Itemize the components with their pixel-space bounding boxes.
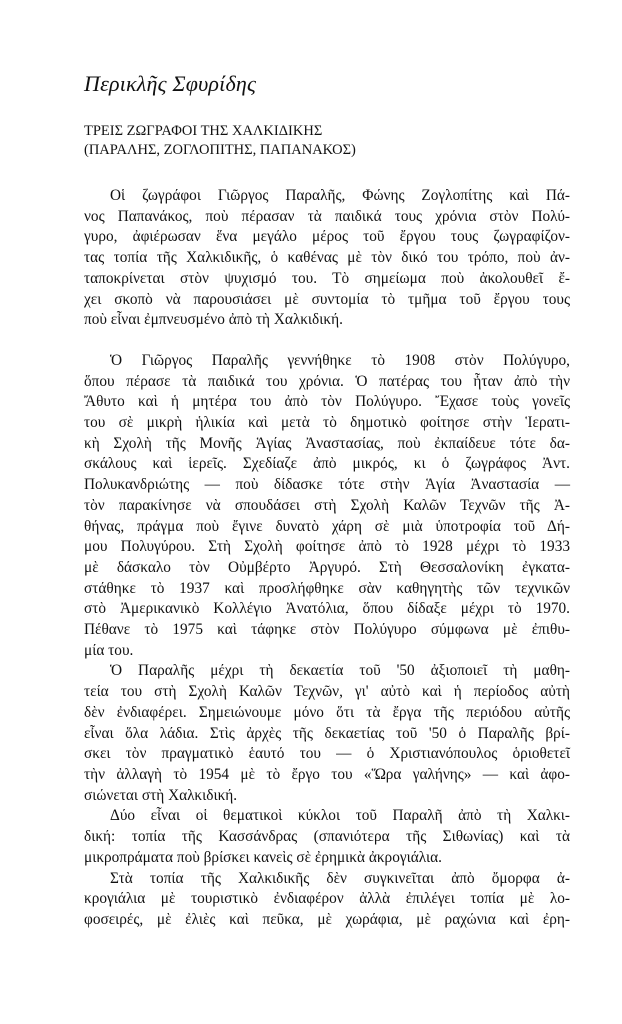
text-line: κρογιάλια μὲ τουριστικὸ ἐνδιαφέρον ἀλλὰ ἐπιλέγει τοπία μὲ λο-	[84, 890, 570, 908]
article-body	[84, 186, 570, 931]
text-line: Ἄθυτο καὶ ἡ μητέρα του ἀπὸ τὸν Πολύγυρο. Ἔχασε τοὺς γονεῖς	[84, 393, 570, 411]
text-line: μικροπράματα ποὺ βρίσκει κανεὶς σὲ ἐρημικὰ ἀκρογιάλια.	[84, 848, 442, 866]
text-line: Οἱ ζωγράφοι Γιῶργος Παραλῆς, Φώνης Ζογλοπίτης καὶ Πά-	[110, 187, 570, 204]
text-line: μὲ δάσκαλο τὸν Οὐμβέρτο Ἀργυρό. Στὴ Θεσσαλονίκη ἐγκατα-	[84, 558, 570, 576]
text-line: μου Πολυγύρου. Στὴ Σχολὴ φοίτησε ἀπὸ τὸ 1928 μέχρι τὸ 1933	[84, 538, 570, 556]
text-line: χει σκοπὸ νὰ παρουσιάσει μὲ συντομία τὸ τμῆμα τοῦ ἔργου τους	[84, 290, 570, 308]
text-line: σιώνεται στὴ Χαλκιδική.	[84, 786, 238, 804]
text-line: ταποκρίνεται στὸν ψυχισμό του. Τὸ σημείωμα ποὺ ἀκολουθεῖ ἔ-	[84, 269, 570, 287]
text-line: θήνας, πράγμα ποὺ ἔγινε δυνατὸ χάρη σὲ μιὰ ὑποτροφία τοῦ Δή-	[84, 517, 570, 535]
text-line: σκει τὸν πραγματικὸ ἑαυτό του — ὁ Χριστιανόπουλος ὁριοθετεῖ	[84, 745, 570, 763]
paragraph	[84, 869, 570, 931]
text-line: του σὲ μικρὴ ἡλικία καὶ μετὰ τὸ δημοτικὸ φοίτησε στὴν Ἱερατι-	[84, 414, 570, 432]
title-line: ΤΡΕΙΣ ΖΩΓΡΑΦΟΙ ΤΗΣ ΧΑΛΚΙΔΙΚΗΣ	[84, 123, 323, 139]
text-line: Στὰ τοπία τῆς Χαλκιδικῆς δὲν συγκινεῖται ἀπὸ ὄμορφα ἀ-	[110, 869, 570, 887]
paragraph	[84, 351, 570, 662]
text-line: εἶναι ὅλα λάδια. Στὶς ἀρχὲς τῆς δεκαετίας τοῦ '50 ὁ Παραλῆς βρί-	[84, 724, 570, 742]
text-line: τεία του στὴ Σχολὴ Καλῶν Τεχνῶν, γι' αὐτὸ καὶ ἡ περίοδος αὐτὴ	[84, 683, 570, 701]
text-line: δὲν ἐνδιαφέρει. Σημειώνουμε μόνο ὅτι τὰ ἔργα τῆς περιόδου αὐτῆς	[84, 703, 570, 721]
text-line: ποὺ εἶναι ἐμπνευσμένο ἀπὸ τὴ Χαλκιδική.	[84, 311, 343, 329]
text-line: νος Παπανάκος, ποὺ πέρασαν τὰ παιδικά τους χρόνια στὸν Πολύ-	[84, 207, 570, 225]
text-line: τὸν παρακίνησε νὰ σπουδάσει στὴ Σχολὴ Καλῶν Τεχνῶν τῆς Ἀ-	[84, 496, 570, 514]
text-line: κὴ Σχολὴ τῆς Μονῆς Ἁγίας Ἀναστασίας, ποὺ ἐκπαίδευε τότε δα-	[84, 434, 570, 452]
text-line: δική: τοπία τῆς Κασσάνδρας (σπανιότερα τῆς Σιθωνίας) καὶ τὰ	[84, 828, 570, 846]
text-line: ὅπου πέρασε τὰ παιδικά του χρόνια. Ὁ πατέρας του ἦταν ἀπὸ τὴν	[84, 372, 570, 390]
text-line: γυρο, ἀφιέρωσαν ἕνα μεγάλο μέρος τοῦ ἔργου τους ζωγραφίζον-	[84, 228, 570, 246]
text-line: Ὁ Γιῶργος Παραλῆς γεννήθηκε τὸ 1908 στὸν Πολύγυρο,	[110, 351, 570, 369]
text-line: μία του.	[84, 641, 134, 659]
text-line: Δύο εἶναι οἱ θεματικοὶ κύκλοι τοῦ Παραλῆ ἀπὸ τὴ Χαλκι-	[110, 807, 570, 825]
text-line: Πέθανε τὸ 1975 καὶ τάφηκε στὸν Πολύγυρο σύμφωνα μὲ ἐπιθυ-	[84, 621, 570, 639]
text-line: Πολυκανδριώτης — ποὺ δίδασκε τότε στὴν Ἁγία Ἀναστασία —	[84, 476, 570, 494]
text-line: τας τοπία τῆς Χαλκιδικῆς, ὁ καθένας μὲ τὸν δικό του τρόπο, ποὺ ἀν-	[84, 249, 570, 267]
text-line: τὴν ἀλλαγὴ τὸ 1954 μὲ τὸ ἔργο του «Ὥρα γαλήνης» — καὶ ἀφο-	[84, 765, 570, 783]
text-line: Ὁ Παραλῆς μέχρι τὴ δεκαετία τοῦ '50 ἀξιοποιεῖ τὴ μαθη-	[110, 662, 570, 680]
paragraph	[84, 806, 570, 868]
paragraph	[84, 186, 570, 331]
title-subtitle-line: (ΠΑΡΑΛΗΣ, ΖΟΓΛΟΠΙΤΗΣ, ΠΑΠΑΝΑΚΟΣ)	[84, 142, 356, 158]
text-line: φοσειρές, μὲ ἐλιὲς καὶ πεῦκα, μὲ χωράφια, μὲ ραχώνια καὶ ἐρη-	[84, 910, 570, 928]
article-title	[84, 122, 570, 160]
paragraph-gap	[84, 331, 570, 351]
author-name: Περικλῆς Σφυρίδης	[84, 71, 257, 96]
text-line: σκάλους καὶ ἱερεῖς. Σχεδίαζε ἀπὸ μικρός, κι ὁ ζωγράφος Ἀντ.	[84, 455, 570, 473]
text-line: στάθηκε τὸ 1937 καὶ προσλήφθηκε σὰν καθηγητὴς τῶν τεχνικῶν	[84, 579, 570, 597]
document-page	[84, 70, 570, 931]
text-line: στὸ Ἀμερικανικὸ Κολλέγιο Ἀνατόλια, ὅπου δίδαξε μέχρι τὸ 1970.	[84, 600, 570, 618]
paragraph	[84, 661, 570, 806]
